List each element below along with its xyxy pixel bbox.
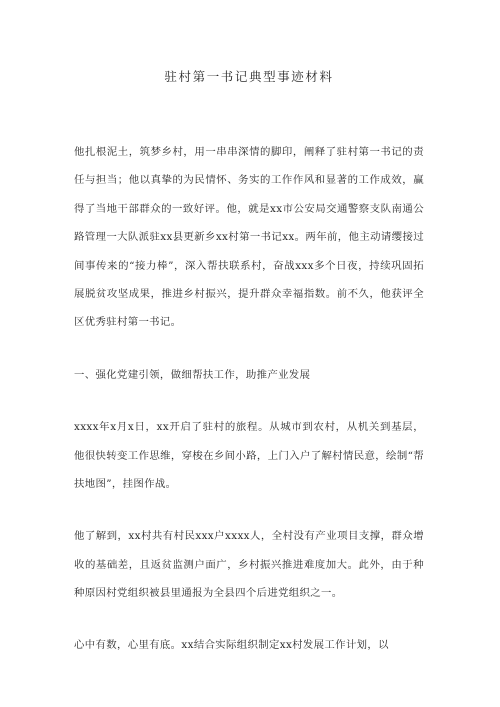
body-paragraph: 他了解到，xx村共有村民xxx户xxxx人，全村没有产业项目支撑，群众增收的基础差，且返贫监测户面广，乡村振兴推进难度加大。此外，由于种种原因村党组织被县里通报为全县四个后进党组织之一。 — [74, 530, 424, 600]
document-title: 驻村第一书记典型事迹材料 — [164, 69, 334, 84]
body-paragraph: xxxx年x月x日，xx开启了驻村的旅程。从城市到农村，从机关到基层，他很快转变工作思维，穿梭在乡间小路，上门入户了解村情民意，绘制“帮扶地图”，挂图作战。 — [74, 421, 424, 491]
intro-paragraph: 他扎根泥土，筑梦乡村，用一串串深情的脚印，阐释了驻村第一书记的责任与担当；他以真挚的为民情怀、务实的工作作风和显著的工作成效，赢得了当地干部群众的一致好评。他，就是xx市公安局交通警察支队南通公路管理一大队派驻xx县更新乡xx村第一书记xx。两年前，他主动请缨接过间事传来的“接力棒”，深入帮扶联系村，奋战xxx多个日夜，持续巩固拓展脱贫攻坚成果，推进乡村振兴，提升群众幸福指数。前不久，他获评全区优秀驻村第一书记。 — [74, 146, 424, 329]
body-paragraph: 心中有数，心里有底。xx结合实际组织制定xx村发展工作计划，以 — [74, 638, 389, 651]
section-heading: 一、强化党建引领，做细帮扶工作，助推产业发展 — [74, 368, 311, 381]
